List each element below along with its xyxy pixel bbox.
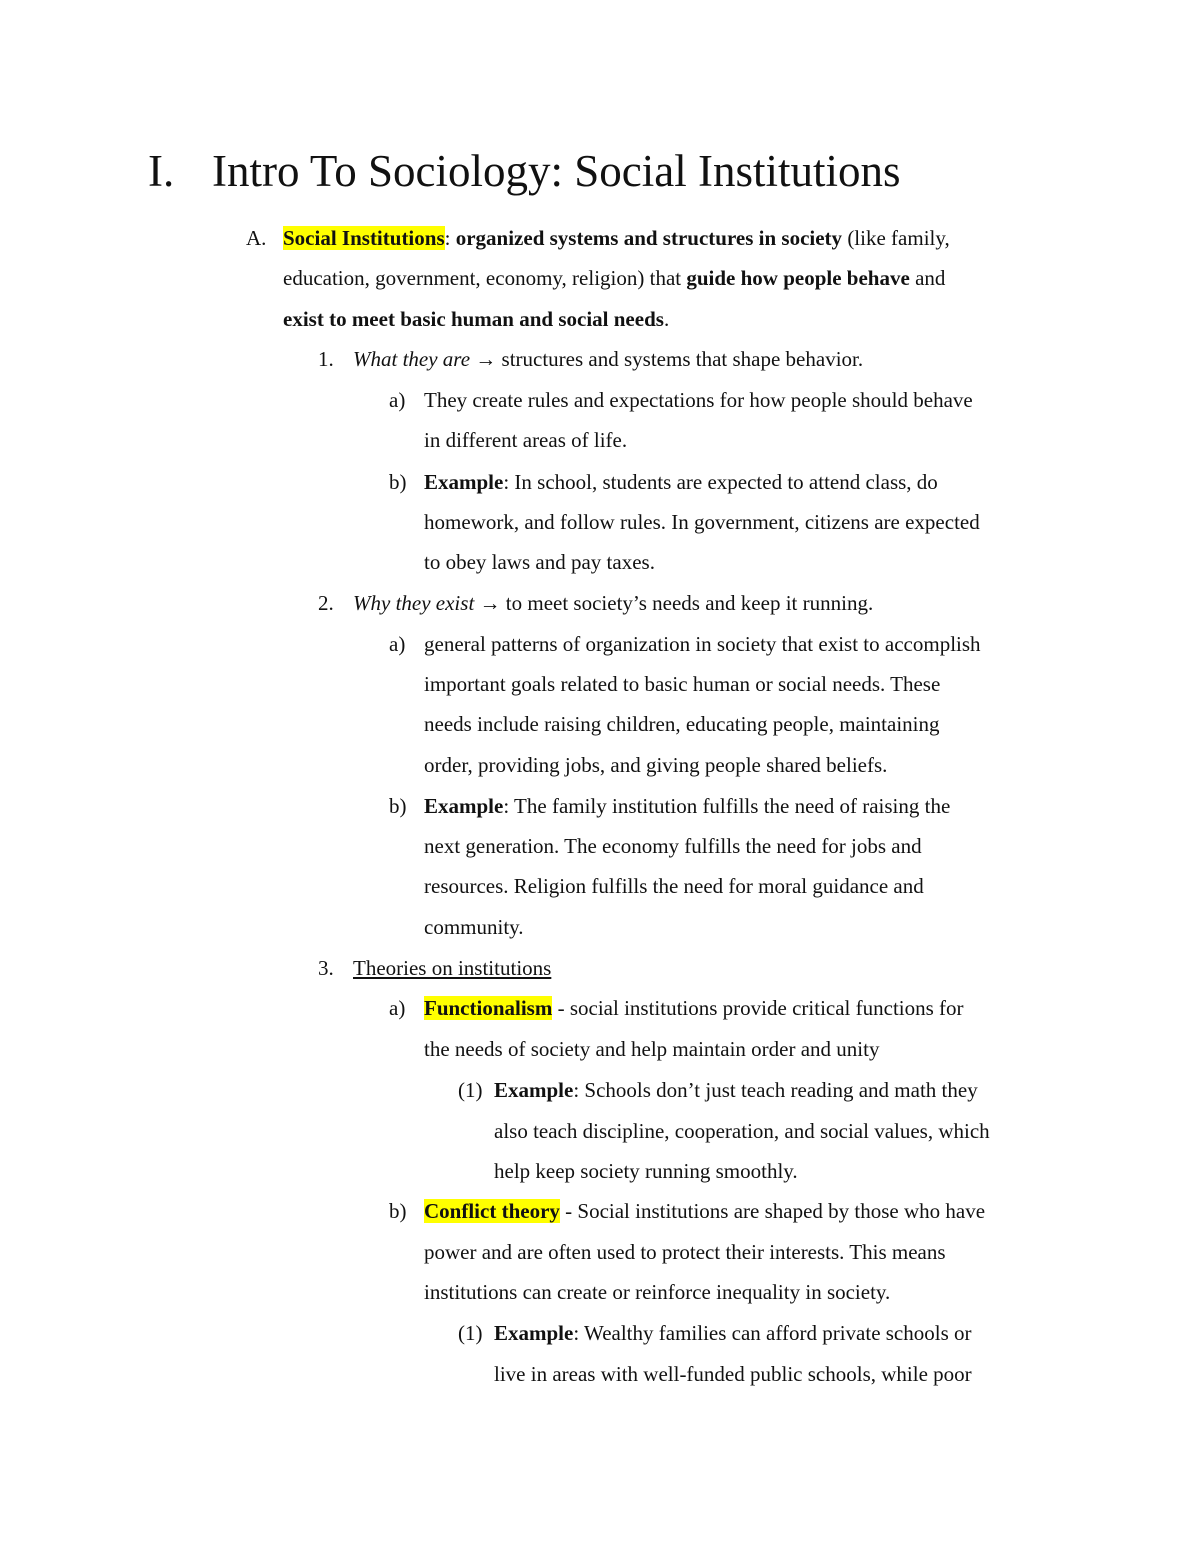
highlighted-term: Social Institutions	[283, 226, 445, 250]
section-a-marker: A.	[246, 226, 267, 250]
item-2a-marker: a)	[389, 632, 406, 656]
item-2b-marker: b)	[389, 794, 407, 818]
text: : The family institution fulfills the need of raising the	[503, 794, 951, 818]
text: .	[663, 307, 670, 331]
item-1a-line-1: They create rules and expectations for how people should behave	[424, 388, 973, 412]
item-3b-line-3: institutions can create or reinforce inequality in society.	[424, 1280, 891, 1304]
item-3b1-line-1	[494, 1313, 972, 1353]
item-3b-line-2: power and are often used to protect their interests. This means	[424, 1240, 946, 1264]
item-3b-line-1	[424, 1191, 985, 1231]
bold-label: Example	[494, 1321, 574, 1345]
bold-text: exist to meet basic human and social needs	[283, 307, 664, 331]
section-a-line-3	[283, 299, 669, 339]
item-3b-marker: b)	[389, 1199, 407, 1223]
item-2b-line-2: next generation. The economy fulfills the need for jobs and	[424, 834, 922, 858]
text: - social institutions provide critical functions for	[552, 996, 964, 1020]
text: (like family,	[842, 226, 950, 250]
item-1a-line-2: in different areas of life.	[424, 428, 628, 452]
item-2a-line-1: general patterns of organization in society that exist to accomplish	[424, 632, 981, 656]
item-1b-line-1	[424, 462, 938, 502]
item-3a1-line-1	[494, 1070, 978, 1110]
bold-label: Example	[424, 470, 504, 494]
item-3-line	[353, 948, 551, 988]
text: : In school, students are expected to attend class, do	[503, 470, 938, 494]
item-3a1-line-2: also teach discipline, cooperation, and social values, which	[494, 1119, 990, 1143]
item-2b-line-3: resources. Religion fulfills the need for moral guidance and	[424, 874, 924, 898]
item-1-line	[353, 339, 863, 379]
item-2a-line-3: needs include raising children, educating people, maintaining	[424, 712, 940, 736]
item-1-marker: 1.	[318, 347, 334, 371]
bold-text: guide how people behave	[686, 266, 910, 290]
item-1b-line-2: homework, and follow rules. In government, citizens are expected	[424, 510, 980, 534]
section-a-line-1	[283, 218, 950, 258]
bold-label: Example	[494, 1078, 574, 1102]
section-a-line-2	[283, 258, 945, 298]
text: and	[909, 266, 946, 290]
item-2b-line-4: community.	[424, 915, 524, 939]
text: - Social institutions are shaped by those who have	[559, 1199, 986, 1223]
text: : Schools don’t just teach reading and math they	[573, 1078, 978, 1102]
item-3a-marker: a)	[389, 996, 406, 1020]
page-title	[148, 141, 901, 201]
item-1a-marker: a)	[389, 388, 406, 412]
text: education, government, economy, religion) that	[283, 266, 687, 290]
item-3-marker: 3.	[318, 956, 334, 980]
item-2a-line-4: order, providing jobs, and giving people shared beliefs.	[424, 753, 888, 777]
item-2-marker: 2.	[318, 591, 334, 615]
item-3b1-marker: (1)	[458, 1321, 483, 1345]
bold-label: Example	[424, 794, 504, 818]
text: :	[444, 226, 456, 250]
item-3a-line-2: the needs of society and help maintain order and unity	[424, 1037, 880, 1061]
italic-label: Why they exist	[353, 591, 475, 615]
item-3b1-line-2: live in areas with well-funded public schools, while poor	[494, 1362, 972, 1386]
underlined-label: Theories on institutions	[353, 956, 552, 980]
item-3a-line-1	[424, 988, 964, 1028]
item-1b-marker: b)	[389, 470, 407, 494]
item-2a-line-2: important goals related to basic human or social needs. These	[424, 672, 941, 696]
item-1b-line-3: to obey laws and pay taxes.	[424, 550, 655, 574]
item-2-line	[353, 583, 873, 623]
heading-marker: I.	[148, 146, 175, 196]
text: → structures and systems that shape behavior.	[470, 347, 864, 371]
item-2b-line-1	[424, 786, 950, 826]
highlighted-term: Conflict theory	[424, 1199, 560, 1223]
bold-text: organized systems and structures in society	[455, 226, 843, 250]
item-3a1-line-3: help keep society running smoothly.	[494, 1159, 798, 1183]
item-3a1-marker: (1)	[458, 1078, 483, 1102]
highlighted-term: Functionalism	[424, 996, 553, 1020]
heading-text: Intro To Sociology: Social Institutions	[212, 146, 901, 196]
text: : Wealthy families can afford private schools or	[573, 1321, 972, 1345]
italic-label: What they are	[353, 347, 471, 371]
text: → to meet society’s needs and keep it running.	[474, 591, 874, 615]
